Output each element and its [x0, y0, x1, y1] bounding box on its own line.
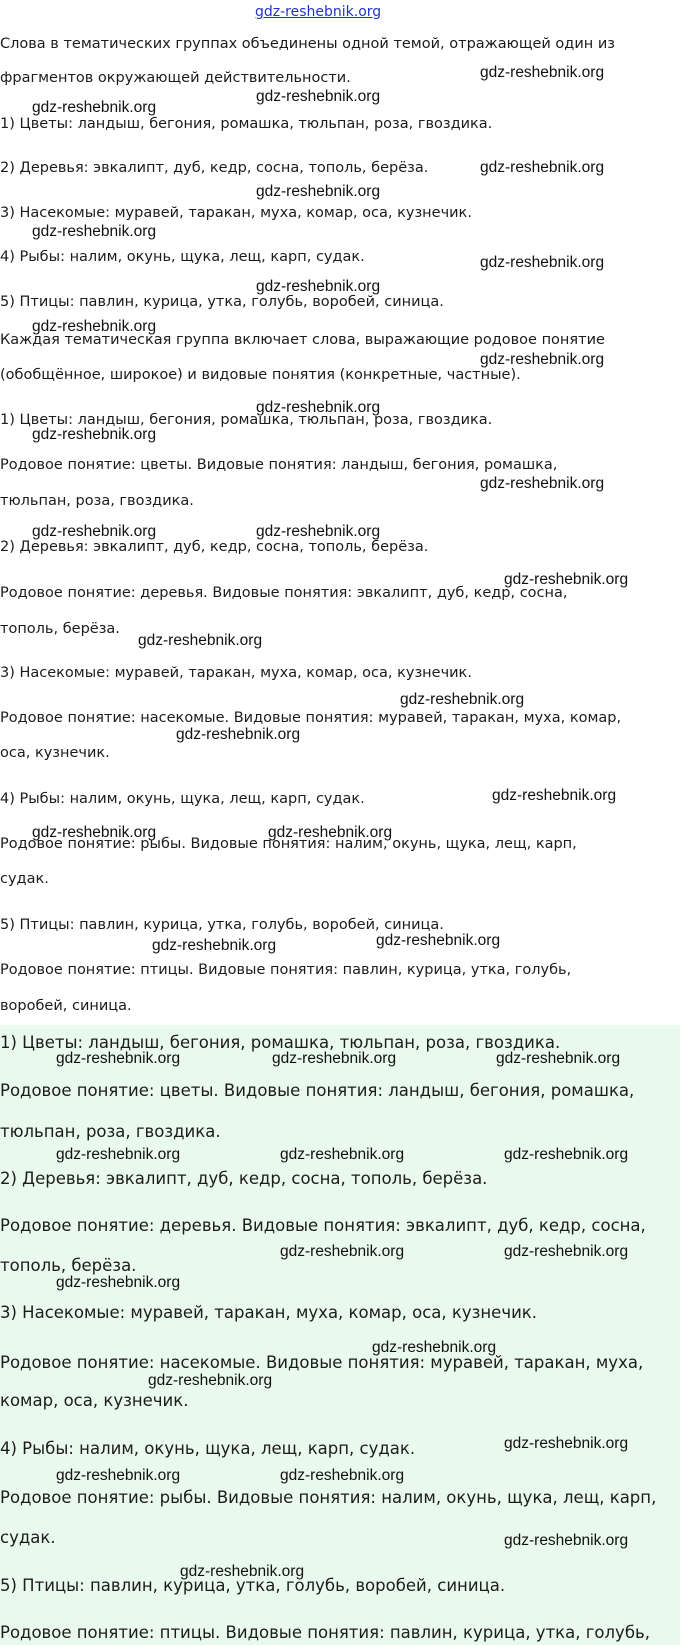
plain-g2-line-b: тополь, берёза. — [0, 621, 120, 637]
watermark: gdz-reshebnik.org — [32, 223, 157, 240]
hl-g5-title: 5) Птицы: павлин, курица, утка, голубь, воробей, синица. — [0, 1576, 506, 1595]
hl-g1-line-a: Родовое понятие: цветы. Видовые понятия: ландыш, бегония, ромашка, — [0, 1081, 635, 1100]
intro-line-2: фрагментов окружающей действительности. — [0, 70, 351, 86]
watermark: gdz-reshebnik.org — [272, 1050, 397, 1067]
hl-g4-line-a: Родовое понятие: рыбы. Видовые понятия: налим, окунь, щука, лещ, карп, — [0, 1488, 657, 1507]
plain-g2-title: 2) Деревья: эвкалипт, дуб, кедр, сосна, тополь, берёза. — [0, 539, 429, 555]
watermark: gdz-reshebnik.org — [32, 523, 157, 540]
watermark: gdz-reshebnik.org — [504, 1243, 629, 1260]
watermark: gdz-reshebnik.org — [280, 1467, 405, 1484]
watermark: gdz-reshebnik.org — [400, 691, 525, 708]
watermark: gdz-reshebnik.org — [268, 824, 393, 841]
watermark: gdz-reshebnik.org — [56, 1467, 181, 1484]
explanation-line-1: Каждая тематическая группа включает слова, выражающие родовое понятие — [0, 332, 605, 348]
intro-group-4: 4) Рыбы: налим, окунь, щука, лещ, карп, судак. — [0, 249, 365, 265]
watermark: gdz-reshebnik.org — [376, 932, 501, 949]
watermark: gdz-reshebnik.org — [480, 159, 605, 176]
hl-g4-line-b: судак. — [0, 1528, 56, 1547]
plain-g5-line-a: Родовое понятие: птицы. Видовые понятия: павлин, курица, утка, голубь, — [0, 962, 572, 978]
watermark: gdz-reshebnik.org — [32, 99, 157, 116]
watermark: gdz-reshebnik.org — [32, 824, 157, 841]
watermark: gdz-reshebnik.org — [56, 1050, 181, 1067]
watermark: gdz-reshebnik.org — [32, 318, 157, 335]
watermark: gdz-reshebnik.org — [504, 1435, 629, 1452]
plain-g5-title: 5) Птицы: павлин, курица, утка, голубь, воробей, синица. — [0, 917, 444, 933]
plain-g1-line-a: Родовое понятие: цветы. Видовые понятия: ландыш, бегония, ромашка, — [0, 457, 558, 473]
intro-group-5: 5) Птицы: павлин, курица, утка, голубь, воробей, синица. — [0, 294, 444, 310]
watermark: gdz-reshebnik.org — [504, 1146, 629, 1163]
hl-g3-title: 3) Насекомые: муравей, таракан, муха, комар, оса, кузнечик. — [0, 1303, 538, 1322]
watermark: gdz-reshebnik.org — [256, 183, 381, 200]
intro-line-1: Слова в тематических группах объединены одной темой, отражающей один из — [0, 36, 615, 52]
hl-g4-title: 4) Рыбы: налим, окунь, щука, лещ, карп, судак. — [0, 1439, 416, 1458]
hl-g3-line-a: Родовое понятие: насекомые. Видовые понятия: муравей, таракан, муха, — [0, 1353, 644, 1372]
explanation-line-2: (обобщённое, широкое) и видовые понятия (конкретные, частные). — [0, 367, 521, 383]
watermark: gdz-reshebnik.org — [256, 399, 381, 416]
intro-group-1: 1) Цветы: ландыш, бегония, ромашка, тюльпан, роза, гвоздика. — [0, 116, 493, 132]
watermark: gdz-reshebnik.org — [480, 64, 605, 81]
hl-g5-line-a: Родовое понятие: птицы. Видовые понятия: павлин, курица, утка, голубь, — [0, 1623, 650, 1642]
watermark: gdz-reshebnik.org — [152, 937, 277, 954]
watermark: gdz-reshebnik.org — [480, 254, 605, 271]
watermark: gdz-reshebnik.org — [256, 523, 381, 540]
intro-group-2: 2) Деревья: эвкалипт, дуб, кедр, сосна, тополь, берёза. — [0, 160, 429, 176]
hl-g2-line-b: тополь, берёза. — [0, 1256, 137, 1275]
plain-g3-title: 3) Насекомые: муравей, таракан, муха, комар, оса, кузнечик. — [0, 665, 472, 681]
highlighted-answer-block — [0, 1025, 680, 1645]
watermark: gdz-reshebnik.org — [492, 787, 617, 804]
hl-g1-line-b: тюльпан, роза, гвоздика. — [0, 1122, 221, 1141]
watermark: gdz-reshebnik.org — [256, 278, 381, 295]
watermark: gdz-reshebnik.org — [480, 475, 605, 492]
hl-g1-title: 1) Цветы: ландыш, бегония, ромашка, тюльпан, роза, гвоздика. — [0, 1033, 561, 1052]
plain-g4-title: 4) Рыбы: налим, окунь, щука, лещ, карп, судак. — [0, 791, 365, 807]
hl-g2-title: 2) Деревья: эвкалипт, дуб, кедр, сосна, тополь, берёза. — [0, 1169, 488, 1188]
plain-g1-line-b: тюльпан, роза, гвоздика. — [0, 493, 194, 509]
watermark: gdz-reshebnik.org — [148, 1372, 273, 1389]
site-watermark-link[interactable]: gdz-reshebnik.org — [255, 4, 382, 20]
plain-g1-title: 1) Цветы: ландыш, бегония, ромашка, тюльпан, роза, гвоздика. — [0, 412, 493, 428]
watermark: gdz-reshebnik.org — [280, 1146, 405, 1163]
watermark: gdz-reshebnik.org — [496, 1050, 621, 1067]
watermark: gdz-reshebnik.org — [372, 1339, 497, 1356]
watermark: gdz-reshebnik.org — [180, 1563, 305, 1580]
watermark: gdz-reshebnik.org — [32, 426, 157, 443]
plain-g2-line-a: Родовое понятие: деревья. Видовые понятия: эвкалипт, дуб, кедр, сосна, — [0, 585, 568, 601]
plain-g3-line-a: Родовое понятие: насекомые. Видовые понятия: муравей, таракан, муха, комар, — [0, 710, 622, 726]
watermark: gdz-reshebnik.org — [56, 1274, 181, 1291]
hl-g2-line-a: Родовое понятие: деревья. Видовые понятия: эвкалипт, дуб, кедр, сосна, — [0, 1216, 646, 1235]
watermark: gdz-reshebnik.org — [480, 351, 605, 368]
watermark: gdz-reshebnik.org — [504, 1532, 629, 1549]
plain-g3-line-b: оса, кузнечик. — [0, 745, 110, 761]
plain-g4-line-a: Родовое понятие: рыбы. Видовые понятия: налим, окунь, щука, лещ, карп, — [0, 836, 577, 852]
watermark: gdz-reshebnik.org — [56, 1146, 181, 1163]
plain-g5-line-b: воробей, синица. — [0, 998, 132, 1014]
plain-g4-line-b: судак. — [0, 871, 49, 887]
watermark: gdz-reshebnik.org — [504, 571, 629, 588]
watermark: gdz-reshebnik.org — [256, 88, 381, 105]
watermark: gdz-reshebnik.org — [138, 632, 263, 649]
hl-g3-line-b: комар, оса, кузнечик. — [0, 1391, 189, 1410]
watermark: gdz-reshebnik.org — [280, 1243, 405, 1260]
intro-group-3: 3) Насекомые: муравей, таракан, муха, комар, оса, кузнечик. — [0, 205, 472, 221]
watermark: gdz-reshebnik.org — [176, 726, 301, 743]
